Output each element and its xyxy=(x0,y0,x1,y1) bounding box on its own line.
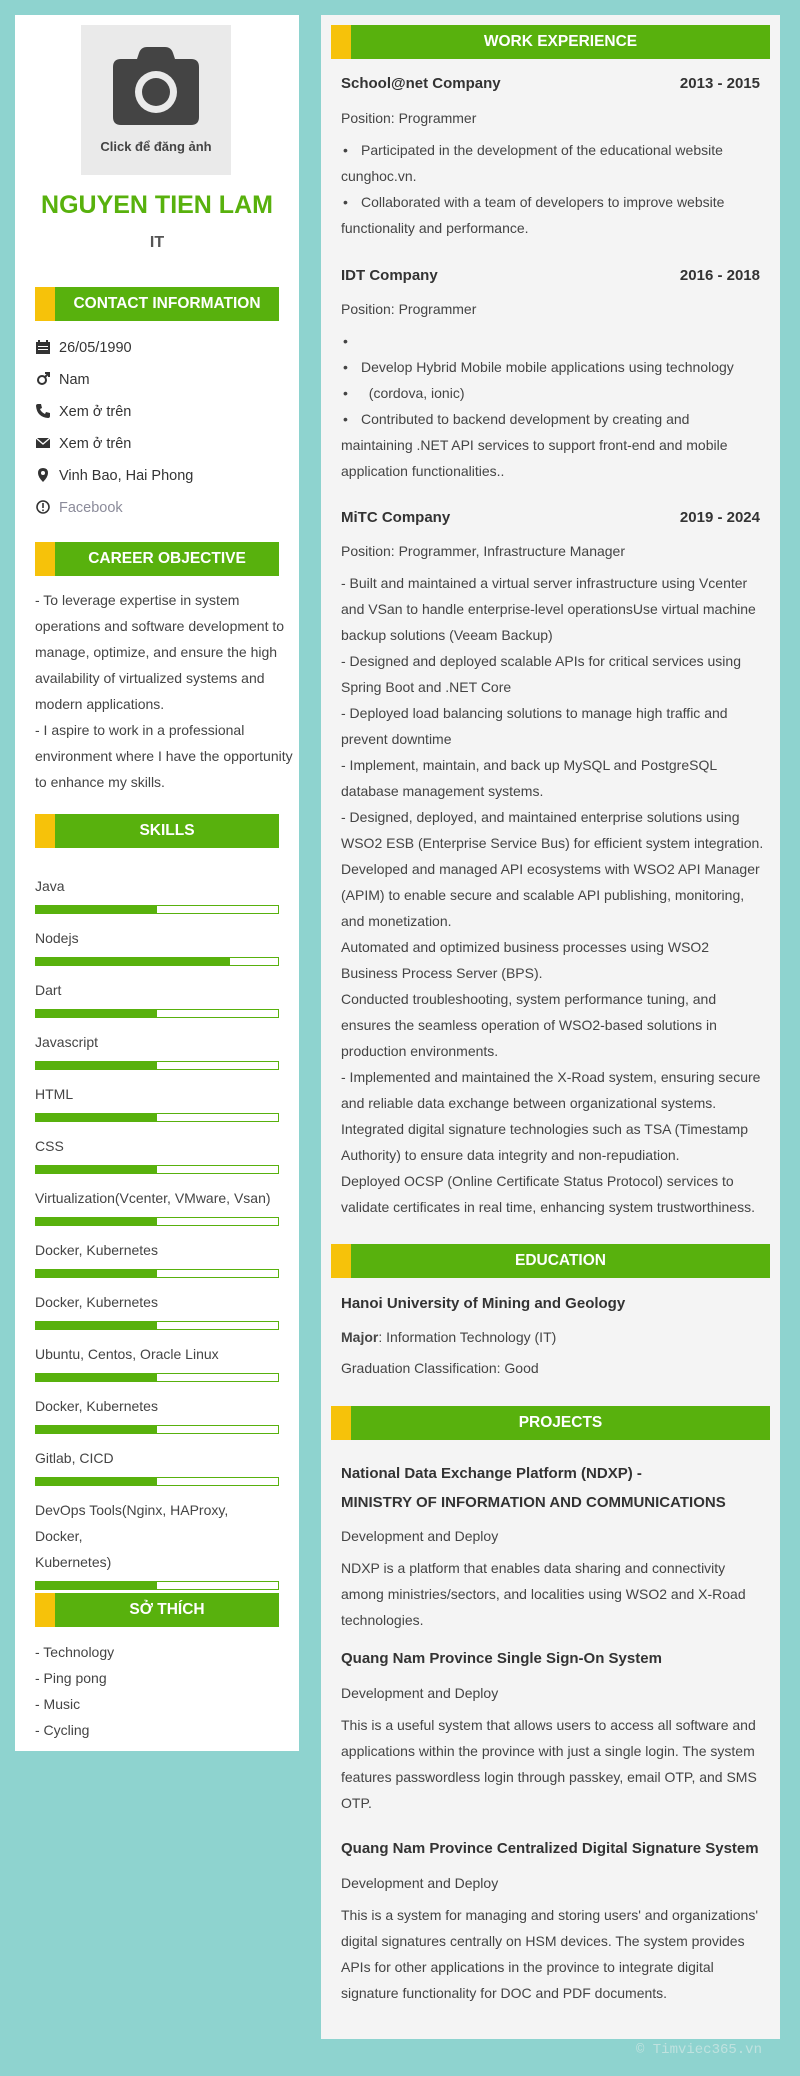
heading-text: CONTACT INFORMATION xyxy=(73,295,261,312)
skill-level-bar xyxy=(36,1322,157,1329)
skill-name: Docker, Kubernetes xyxy=(35,1242,158,1258)
skill-name: Gitlab, CICD xyxy=(35,1450,114,1466)
skill-track xyxy=(35,1113,279,1122)
hobbies-heading xyxy=(35,1593,279,1627)
job-bullets: • Participated in the development of the educational website cunghoc.vn. • Collaborated with a team of developers to improve website functionality and performance. xyxy=(341,137,760,241)
contact-phone: Xem ở trên xyxy=(35,401,131,423)
heading-accent xyxy=(35,287,55,321)
skill-track xyxy=(35,1425,279,1434)
right-column xyxy=(321,15,780,2039)
skill-track xyxy=(35,1009,279,1018)
project-role: Development and Deploy xyxy=(341,1875,499,1891)
heading-text: CAREER OBJECTIVE xyxy=(88,550,246,567)
job-position: Position: Programmer, Infrastructure Manager xyxy=(341,543,626,559)
skill-track xyxy=(35,1217,279,1226)
skill-level-bar xyxy=(36,1166,157,1173)
skill-item xyxy=(35,1341,279,1382)
job-company: IDT Company xyxy=(341,267,438,284)
skill-level-bar xyxy=(36,906,157,913)
photo-upload-text: Click để đăng ảnh xyxy=(100,139,212,154)
skill-level-bar xyxy=(36,958,230,965)
project-description: This is a system for managing and storing users' and organizations' digital signatures centrally on HSM devices. The system provides APIs for other applications in the province to integrate digital signature functionality for DOC and PDF documents. xyxy=(341,1907,758,2001)
skill-track xyxy=(35,1477,279,1486)
project-description: This is a useful system that allows users to access all software and applications within the province with just a single login. The system features passwordless login through passkey, email OTP, and SMS OTP. xyxy=(341,1717,757,1811)
gender-icon xyxy=(35,371,51,387)
heading-accent xyxy=(35,1593,55,1627)
job-position: Position: Programmer xyxy=(341,301,477,317)
info-icon xyxy=(35,499,51,515)
skill-level-bar xyxy=(36,1270,157,1277)
skill-name: Kubernetes) xyxy=(35,1554,112,1570)
heading-accent xyxy=(35,542,55,576)
skill-name: DevOps Tools(Nginx, HAProxy, Docker, xyxy=(35,1502,229,1544)
skill-item xyxy=(35,1029,279,1070)
objective-heading xyxy=(35,542,279,576)
skill-name: Docker, Kubernetes xyxy=(35,1398,158,1414)
heading-text: SỞ THÍCH xyxy=(129,1601,205,1618)
skill-track xyxy=(35,957,279,966)
job-years: 2016 - 2018 xyxy=(679,267,760,284)
job-years: 2013 - 2015 xyxy=(679,75,760,92)
job-bullets: • • Develop Hybrid Mobile mobile applications using technology • (cordova, ionic) • Contributed to backend development by creating and maintaining .NET API services to support front-end and mobile application functionalities.. xyxy=(341,328,760,484)
heading-text: EDUCATION xyxy=(515,1252,606,1269)
skill-name: Nodejs xyxy=(35,930,79,946)
contact-address: Vinh Bao, Hai Phong xyxy=(35,465,193,487)
project-role: Development and Deploy xyxy=(341,1528,499,1544)
skill-track xyxy=(35,1269,279,1278)
calendar-icon xyxy=(35,339,51,355)
skill-track xyxy=(35,1373,279,1382)
skill-level-bar xyxy=(36,1426,157,1433)
job-company: MiTC Company xyxy=(341,509,451,526)
avatar-upload[interactable] xyxy=(81,25,231,175)
skill-name: CSS xyxy=(35,1138,64,1154)
contact-heading xyxy=(35,287,279,321)
skill-level-bar xyxy=(36,1218,157,1225)
project-role: Development and Deploy xyxy=(341,1685,499,1701)
envelope-icon xyxy=(35,435,51,451)
watermark: © Timviec365.vn xyxy=(635,2042,762,2058)
skill-item xyxy=(35,1081,279,1122)
candidate-name: NGUYEN TIEN LAM xyxy=(41,191,273,219)
skill-item xyxy=(35,1133,279,1174)
skill-item xyxy=(35,1393,279,1434)
phone-icon xyxy=(35,403,51,419)
hobby-item: - Technology xyxy=(35,1644,115,1660)
job-years: 2019 - 2024 xyxy=(679,509,760,526)
skills-heading xyxy=(35,814,279,848)
skill-level-bar xyxy=(36,1374,157,1381)
heading-accent xyxy=(331,1406,351,1440)
hobbies-list xyxy=(35,1639,279,1743)
project-title: National Data Exchange Platform (NDXP) - MINISTRY OF INFORMATION AND COMMUNICATIONS xyxy=(341,1465,726,1511)
skill-item xyxy=(35,1237,279,1278)
skill-name: Virtualization(Vcenter, VMware, Vsan) xyxy=(35,1190,271,1206)
education-classification: Graduation Classification: Good xyxy=(341,1360,539,1376)
skill-item xyxy=(35,1289,279,1330)
project-description: NDXP is a platform that enables data sharing and connectivity among ministries/sectors, and localities using WSO2 and X-Road technologies. xyxy=(341,1560,746,1628)
heading-text: SKILLS xyxy=(139,822,195,839)
project-title: Quang Nam Province Centralized Digital Signature System xyxy=(341,1840,759,1857)
skill-item xyxy=(35,1445,279,1486)
heading-accent xyxy=(331,25,351,59)
education-heading xyxy=(331,1244,770,1278)
skill-track xyxy=(35,1321,279,1330)
skill-name: Javascript xyxy=(35,1034,99,1050)
skill-name: Docker, Kubernetes xyxy=(35,1294,158,1310)
skill-item xyxy=(35,1185,279,1226)
projects-heading xyxy=(331,1406,770,1440)
map-pin-icon xyxy=(35,467,51,483)
contact-gender: Nam xyxy=(35,369,90,391)
contact-email: Xem ở trên xyxy=(35,433,131,455)
job-position: Position: Programmer xyxy=(341,110,477,126)
hobby-item: - Cycling xyxy=(35,1722,90,1738)
skill-name: HTML xyxy=(35,1086,74,1102)
hobby-item: - Music xyxy=(35,1696,81,1712)
skill-track xyxy=(35,1581,279,1590)
skill-item xyxy=(35,925,279,966)
work-heading xyxy=(331,25,770,59)
skill-item xyxy=(35,1497,279,1590)
education-major: Major: Information Technology (IT) xyxy=(341,1329,557,1345)
skill-name: Dart xyxy=(35,982,62,998)
heading-text: PROJECTS xyxy=(518,1414,603,1431)
hobby-item: - Ping pong xyxy=(35,1670,107,1686)
skill-level-bar xyxy=(36,1478,157,1485)
skill-level-bar xyxy=(36,1062,157,1069)
left-column xyxy=(15,15,299,1751)
contact-facebook[interactable] xyxy=(35,497,123,519)
skill-name: Ubuntu, Centos, Oracle Linux xyxy=(35,1346,219,1362)
project-title: Quang Nam Province Single Sign-On System xyxy=(341,1650,662,1667)
skill-track xyxy=(35,905,279,914)
education-school: Hanoi University of Mining and Geology xyxy=(341,1295,626,1312)
contact-birthday: 26/05/1990 xyxy=(35,337,132,359)
job-description: - Built and maintained a virtual server infrastructure using Vcenter and VSan to handle enterprise-level operationsUse virtual machine backup solutions (Veeam Backup) - Designed and deployed scalable APIs for critical services using Spring Boot and .NET Core - Deployed load balancing solutions to manage high traffic and prevent downtime - Implement, maintain, and back up MySQL and PostgreSQL database management systems. - Designed, deployed, and maintained enterprise solutions using WSO2 ESB (Enterprise Service Bus) for efficient system integration. Developed and managed API ecosystems with WSO2 API Manager (APIM) to enable secure and scalable API publishing, monitoring, and monetization. Automated and optimized business processes using WSO2 Business Process Server (BPS). Conducted troubleshooting, system performance tuning, and ensures the seamless operation of WSO2-based solutions in production environments. - Implemented and maintained the X-Road system, ensuring secure and reliable data exchange between organizational systems. Integrated digital signature technologies such as TSA (Timestamp Authority) to ensure data integrity and non-repudiation. Deployed OCSP (Online Certificate Status Protocol) services to validate certificates in real time, enhancing system trustworthiness. xyxy=(341,575,764,1215)
objective-text: - To leverage expertise in system operations and software development to manage, optimize, and ensure the high availability of virtualized systems and modern applications. - I aspire to work in a professional environment where I have the opportunity to enhance my skills. xyxy=(35,592,293,790)
skill-track xyxy=(35,1165,279,1174)
heading-accent xyxy=(331,1244,351,1278)
skill-level-bar xyxy=(36,1582,157,1589)
skill-track xyxy=(35,1061,279,1070)
skill-item xyxy=(35,977,279,1018)
camera-icon xyxy=(111,45,201,127)
candidate-title: IT xyxy=(149,234,165,251)
skill-item xyxy=(35,873,279,914)
heading-text: WORK EXPERIENCE xyxy=(483,33,638,50)
facebook-link[interactable]: Facebook xyxy=(59,500,123,516)
skill-level-bar xyxy=(36,1114,157,1121)
job-company: School@net Company xyxy=(341,75,501,92)
skill-name: Java xyxy=(35,878,65,894)
heading-accent xyxy=(35,814,55,848)
skill-level-bar xyxy=(36,1010,157,1017)
